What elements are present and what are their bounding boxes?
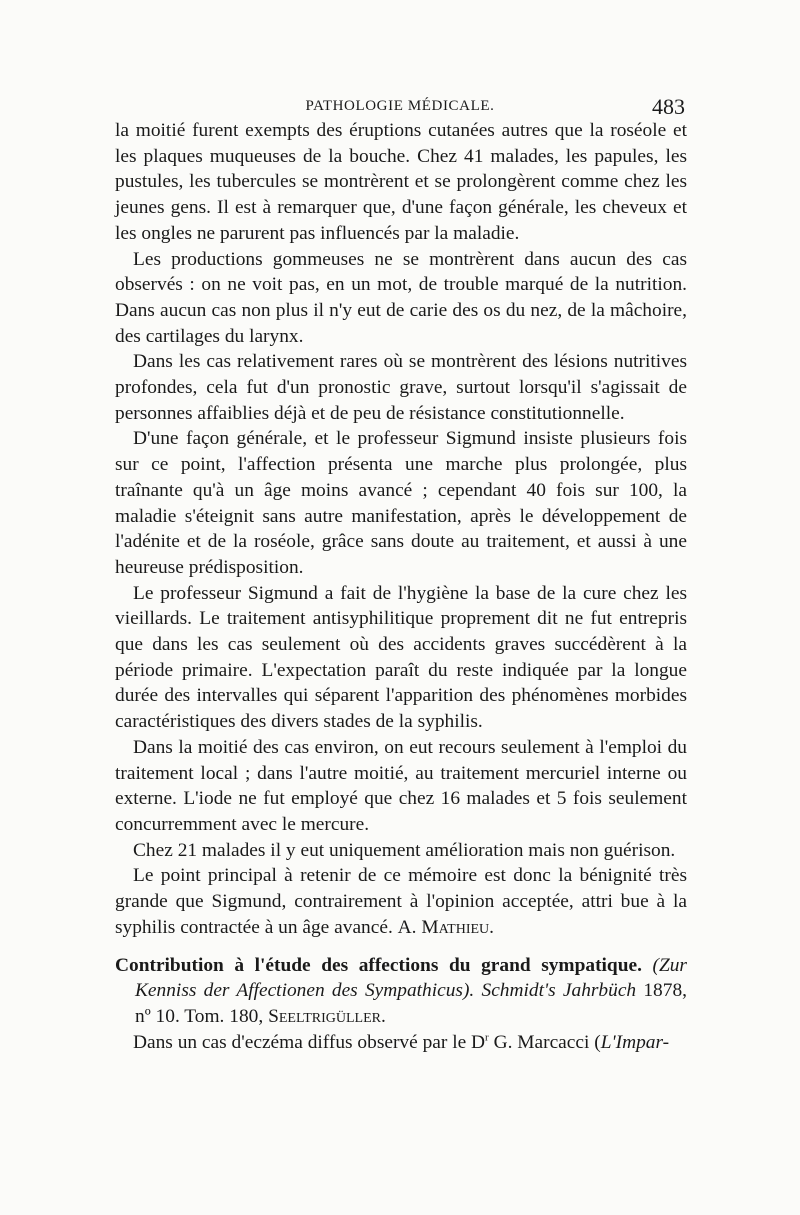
paragraph: Chez 21 malades il y eut uniquement amélioration mais non guérison. bbox=[133, 839, 676, 861]
superscript: r bbox=[485, 1031, 489, 1044]
text-block bbox=[115, 118, 687, 1055]
paragraph: Dans la moitié des cas environ, on eut recours seulement à l'emploi du traitement local ; dans l'autre moitié, au traitement mercuriel interne ou externe. L'iode ne fut employé que chez 16 malades et 5 fois seulement concurremment avec le mercure. bbox=[115, 736, 687, 835]
running-title: PATHOLOGIE MÉDICALE. bbox=[305, 98, 495, 114]
entry-issue: nº 10. Tom. 180, bbox=[135, 1005, 264, 1027]
paragraph: Le professeur Sigmund a fait de l'hygiène la base de la cure chez les vieillards. Le traitement antisyphilitique proprement dit ne fut entrepris que dans les cas seulement où des accidents graves succédèrent à la période primaire. L'expectation paraît du reste indiquée par la longue durée des intervalles qui séparent l'apparition des phénomènes morbides caractéristiques des divers stades de la syphilis. bbox=[115, 582, 687, 733]
paragraph bbox=[115, 863, 687, 940]
paragraph-text: Le point principal à retenir de ce mémoire est donc la bénignité très grande que Sigmund, contrairement à l'opinion acceptée, attri bue à la syphilis contractée à un âge avancé. bbox=[115, 865, 687, 938]
italic-text: L'Impar- bbox=[600, 1031, 670, 1053]
paragraph-text: G. Marcacci ( bbox=[488, 1031, 601, 1053]
running-head bbox=[115, 96, 685, 120]
paragraph bbox=[115, 1030, 687, 1056]
paragraph: Dans les cas relativement rares où se montrèrent des lésions nutritives profondes, cela fut d'un pronostic grave, surtout lorsqu'il s'agissait de personnes affaiblies déjà et de peu de résistance constitutionnelle. bbox=[115, 351, 687, 424]
entry-title: Contribution à l'étude des affections du grand sympatique. bbox=[115, 954, 642, 976]
entry-journal: Schmidt's Jahrbüch bbox=[481, 980, 637, 1002]
entry-original-title: (Zur Kenniss der Affectionen des Sympathicus). bbox=[135, 954, 687, 1002]
page-number: 483 bbox=[652, 94, 685, 119]
entry-author: Seeltrigüller. bbox=[268, 1005, 386, 1027]
paragraph: D'une façon générale, et le professeur Sigmund insiste plusieurs fois sur ce point, l'affection présenta une marche plus prolongée, plus traînante qu'à un âge moins avancé ; cependant 40 fois sur 100, la maladie s'éteignit sans autre manifestation, après le développement de l'adénite et de la roséole, grâce sans doute au traitement, et aussi à une heureuse prédisposition. bbox=[115, 428, 687, 578]
entry-year: 1878, bbox=[643, 980, 687, 1002]
paragraph: Les productions gommeuses ne se montrèrent dans aucun des cas observés : on ne voit pas, en un mot, de trouble marqué de la nutrition. Dans aucun cas non plus il n'y eut de carie des os du nez, de la mâchoire, des cartilages du larynx. bbox=[115, 248, 687, 347]
paragraph-text: Dans un cas d'eczéma diffus observé par le D bbox=[133, 1031, 486, 1053]
paragraph: la moitié furent exempts des éruptions cutanées autres que la roséole et les plaques muqueuses de la bouche. Chez 41 malades, les papules, les pustules, les tubercules se montrèrent et se prolongèrent comme chez les jeunes gens. Il est à remarquer que, d'une façon générale, les cheveux et les ongles ne parurent pas influencés par la maladie. bbox=[115, 120, 687, 244]
bibliographic-entry bbox=[115, 953, 687, 1030]
author-signature: A. Mathieu. bbox=[397, 916, 495, 938]
